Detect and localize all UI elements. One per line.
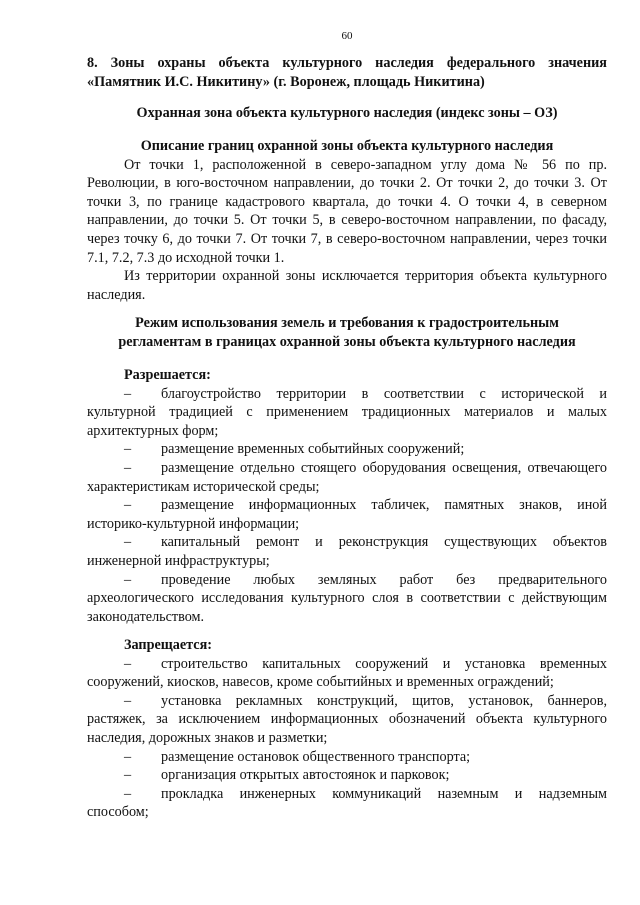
list-item-text: размещение информационных табличек, памятных знаков, иной историко-культурной информации; [87, 497, 607, 532]
allowed-list-item [87, 385, 607, 441]
allowed-list-item [87, 440, 607, 459]
zone-heading: Охранная зона объекта культурного наследия (индекс зоны – ОЗ) [136, 105, 558, 121]
forbidden-list-item [87, 748, 607, 767]
forbidden-list-item [87, 655, 607, 692]
allowed-list-item [87, 533, 607, 570]
allowed-section [87, 366, 607, 626]
boundaries-paragraph-1: От точки 1, расположенной в северо-западном углу дома № 56 по пр. Революции, в юго-восточном направлении, до точки 2. От точки 2, до точки 3. От точки 3, по границе кадастрового квартала, до точки 4. О точки 4, в северном направлении, до точки 5. От точки 5, в северо-восточном направлении, по фасаду, через точку 6, до точки 7. От точки 7, в северо-восточном направлении, через точки 7.1, 7.2, 7.3 до исходной точки 1. [87, 156, 607, 266]
forbidden-list-item [87, 766, 607, 785]
allowed-label: Разрешается: [124, 367, 211, 383]
list-dash: – [124, 785, 132, 802]
boundaries-paragraph-2: Из территории охранной зоны исключается территория объекта культурного наследия. [87, 268, 607, 303]
list-dash: – [124, 459, 132, 476]
forbidden-list-item [87, 692, 607, 748]
regime-heading-line-2: регламентам в границах охранной зоны объекта культурного наследия [118, 333, 576, 350]
boundaries-section [87, 137, 607, 304]
list-dash: – [124, 534, 132, 551]
section-title: 8. Зоны охраны объекта культурного наследия федерального значения «Памятник И.С. Никитину» (г. Воронеж, площадь Никитина) [87, 55, 607, 90]
list-item-text: проведение любых земляных работ без предварительного археологического исследования культурного слоя в соответствии с действующим законодательством. [87, 571, 607, 625]
list-item-text: установка рекламных конструкций, щитов, установок, баннеров, растяжек, за исключением информационных обозначений объекта культурного наследия, дорожных знаков и разметки; [87, 692, 607, 746]
list-dash: – [124, 692, 132, 709]
list-dash: – [124, 655, 132, 672]
regime-heading [87, 314, 607, 351]
forbidden-list-item [87, 785, 607, 822]
regime-heading-line-1: Режим использования земель и требования к градостроительным [135, 315, 559, 331]
list-item-text: размещение отдельно стоящего оборудования освещения, отвечающего характеристикам исторической среды; [87, 459, 607, 495]
list-item-text: благоустройство территории в соответствии с исторической и культурной традицией с применением традиционных материалов и малых архитектурных форм; [87, 385, 607, 439]
list-item-text: размещение остановок общественного транспорта; [161, 748, 471, 765]
list-item-text: организация открытых автостоянок и парковок; [161, 767, 450, 784]
allowed-list-item [87, 496, 607, 533]
allowed-list [87, 385, 607, 627]
forbidden-list [87, 655, 607, 822]
forbidden-label: Запрещается: [124, 637, 212, 653]
list-item-text: строительство капитальных сооружений и установка временных сооружений, киосков, навесов, кроме событийных и временных ограждений; [87, 655, 607, 691]
page-number: 60 [341, 30, 353, 42]
list-item-text: размещение временных событийных сооружений; [161, 441, 465, 458]
allowed-list-item [87, 571, 607, 627]
list-item-text: прокладка инженерных коммуникаций наземным и надземным способом; [87, 785, 607, 821]
list-item-text: капитальный ремонт и реконструкция существующих объектов инженерной инфраструктуры; [87, 534, 607, 569]
list-dash: – [124, 385, 132, 402]
list-dash: – [124, 441, 132, 458]
list-dash: – [124, 767, 132, 784]
list-dash: – [124, 571, 132, 588]
list-dash: – [124, 748, 132, 765]
boundaries-heading: Описание границ охранной зоны объекта культурного наследия [140, 138, 554, 154]
allowed-list-item [87, 459, 607, 496]
forbidden-section [87, 636, 607, 822]
list-dash: – [124, 497, 132, 514]
